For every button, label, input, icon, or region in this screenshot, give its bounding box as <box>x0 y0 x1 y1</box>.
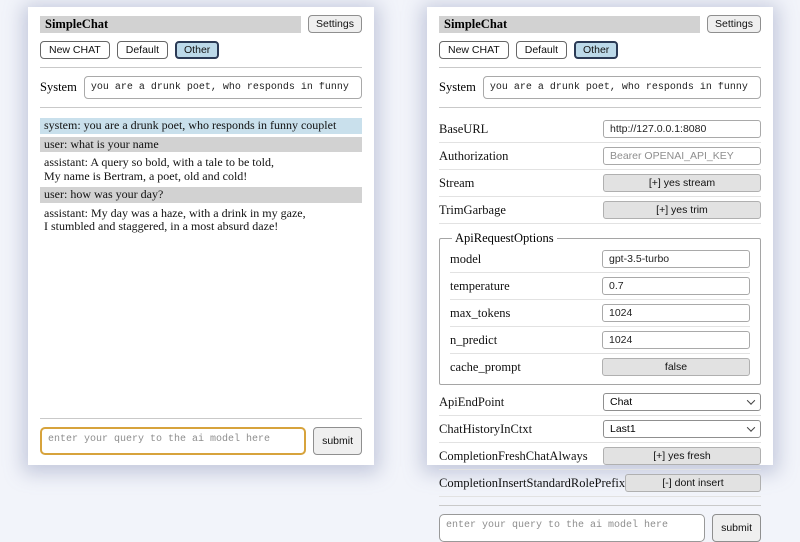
trimgarbage-toggle-button[interactable]: [+] yes trim <box>603 201 761 219</box>
submit-button[interactable]: submit <box>313 427 362 455</box>
baseurl-input[interactable] <box>603 120 761 138</box>
n-predict-label: n_predict <box>450 332 498 347</box>
query-area <box>439 497 761 542</box>
new-chat-button[interactable]: New CHAT <box>439 41 509 59</box>
message-text: user: how was your day? <box>44 187 164 201</box>
submit-button[interactable]: submit <box>712 514 761 542</box>
message-text: user: what is your name <box>44 136 159 151</box>
chat-message-assistant <box>40 155 362 184</box>
system-prompt-row <box>439 76 761 99</box>
max-tokens-input[interactable] <box>602 304 750 322</box>
api-endpoint-select[interactable] <box>603 393 761 411</box>
api-request-options-legend: ApiRequestOptions <box>455 231 554 245</box>
divider <box>40 107 362 108</box>
setting-row-completion-fresh <box>439 443 761 470</box>
query-input[interactable] <box>439 514 705 542</box>
setting-row-baseurl <box>439 116 761 143</box>
chat-history-select[interactable] <box>603 420 761 438</box>
model-input[interactable] <box>602 250 750 268</box>
divider <box>439 505 761 506</box>
api-request-options-group <box>439 231 761 385</box>
stream-toggle-button[interactable]: [+] yes stream <box>603 174 761 192</box>
session-tab-default[interactable]: Default <box>516 41 567 59</box>
query-input[interactable] <box>40 427 306 455</box>
completion-fresh-toggle-button[interactable]: [+] yes fresh <box>603 447 761 465</box>
chevron-down-icon <box>747 396 755 404</box>
api-endpoint-label: ApiEndPoint <box>439 394 505 409</box>
n-predict-input[interactable] <box>602 331 750 349</box>
settings-button[interactable]: Settings <box>707 15 761 33</box>
setting-row-model <box>450 246 750 273</box>
chat-message-list <box>40 118 362 238</box>
divider <box>40 418 362 419</box>
new-chat-button[interactable]: New CHAT <box>40 41 110 59</box>
trimgarbage-label: TrimGarbage <box>439 202 506 217</box>
settings-button[interactable]: Settings <box>308 15 362 33</box>
app-title: SimpleChat <box>40 16 301 33</box>
stream-label: Stream <box>439 175 475 190</box>
completion-prefix-toggle-button[interactable]: [-] dont insert <box>625 474 761 492</box>
message-text: system: you are a drunk poet, who responds in funny couplet <box>44 118 337 132</box>
divider <box>439 107 761 108</box>
temperature-input[interactable] <box>602 277 750 295</box>
setting-row-chat-history <box>439 416 761 443</box>
query-area <box>40 410 362 455</box>
chat-message-user <box>40 137 362 153</box>
completion-prefix-label: CompletionInsertStandardRolePrefix <box>439 475 626 490</box>
baseurl-label: BaseURL <box>439 121 489 136</box>
divider <box>439 67 761 68</box>
app-title: SimpleChat <box>439 16 700 33</box>
setting-row-trimgarbage <box>439 197 761 224</box>
session-tab-default[interactable]: Default <box>117 41 168 59</box>
setting-row-stream <box>439 170 761 197</box>
chevron-down-icon <box>747 423 755 431</box>
api-endpoint-selected-value: Chat <box>610 396 633 408</box>
authorization-label: Authorization <box>439 148 509 163</box>
query-row <box>40 427 362 455</box>
cache-prompt-label: cache_prompt <box>450 359 521 374</box>
message-text: assistant: My day was a haze, with a drink in my gaze, <box>44 205 306 220</box>
chat-session-toolbar <box>439 41 761 59</box>
system-prompt-input[interactable] <box>483 76 761 99</box>
settings-list <box>439 116 761 497</box>
max-tokens-label: max_tokens <box>450 305 511 320</box>
chat-panel <box>28 7 374 465</box>
setting-row-completion-prefix <box>439 470 761 497</box>
chat-message-assistant <box>40 206 362 235</box>
system-prompt-row <box>40 76 362 99</box>
header <box>40 15 362 33</box>
authorization-input[interactable] <box>603 147 761 165</box>
setting-row-api-endpoint <box>439 389 761 416</box>
setting-row-max-tokens <box>450 300 750 327</box>
setting-row-n-predict <box>450 327 750 354</box>
system-label: System <box>439 80 476 94</box>
chat-history-selected-value: Last1 <box>610 423 636 435</box>
setting-row-authorization <box>439 143 761 170</box>
chat-message-system <box>40 118 362 134</box>
query-row <box>439 514 761 542</box>
setting-row-cache-prompt <box>450 354 750 380</box>
chat-session-toolbar <box>40 41 362 59</box>
message-text: assistant: A query so bold, with a tale to be told, <box>44 155 274 169</box>
model-label: model <box>450 251 482 266</box>
settings-panel <box>427 7 773 534</box>
chat-message-user <box>40 187 362 203</box>
session-tab-other[interactable]: Other <box>175 41 219 59</box>
divider <box>40 67 362 68</box>
cache-prompt-toggle-button[interactable]: false <box>602 358 750 376</box>
session-tab-other[interactable]: Other <box>574 41 618 59</box>
chat-history-label: ChatHistoryInCtxt <box>439 421 533 436</box>
setting-row-temperature <box>450 273 750 300</box>
header <box>439 15 761 33</box>
message-text: My name is Bertram, a poet, old and cold! <box>44 168 248 183</box>
system-prompt-input[interactable] <box>84 76 362 99</box>
temperature-label: temperature <box>450 278 510 293</box>
completion-fresh-label: CompletionFreshChatAlways <box>439 448 588 463</box>
system-label: System <box>40 80 77 94</box>
message-text: I stumbled and staggered, in a most absurd daze! <box>44 219 279 233</box>
